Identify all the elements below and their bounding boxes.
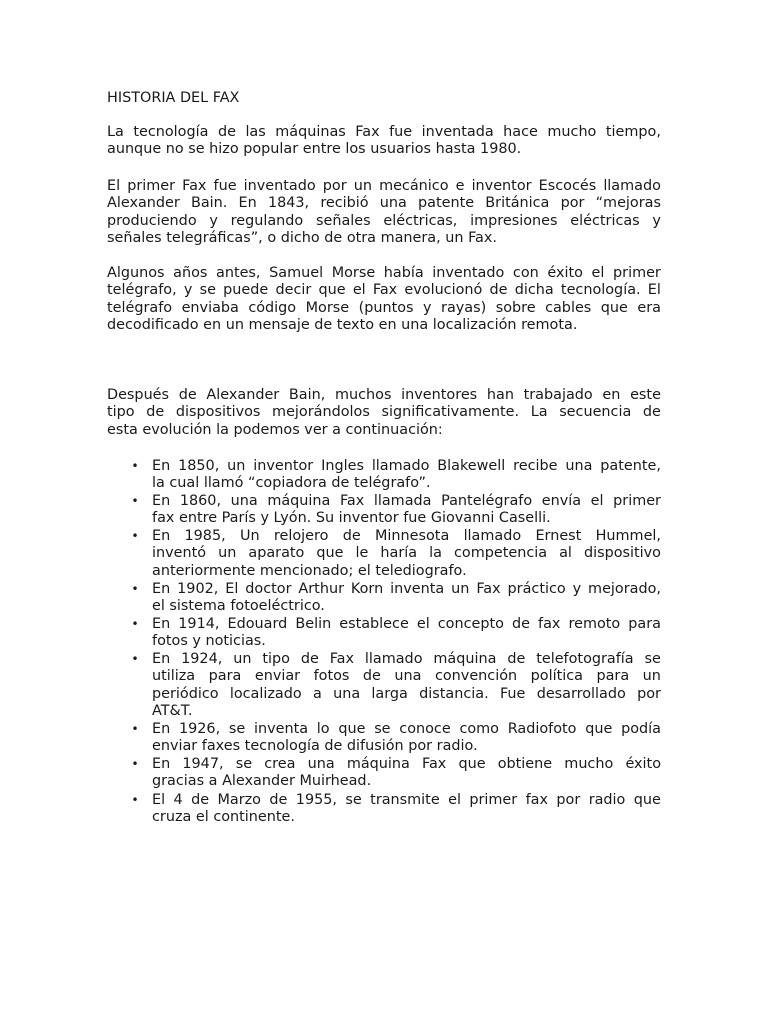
document-title: HISTORIA DEL FAX [107,90,240,106]
paragraph-1 [107,124,661,159]
paragraph-line: telégrafo, y se puede decir que el Fax evolucionó de dicha tecnología. El [107,282,661,299]
list-item-line: En 1902, El doctor Arthur Korn inventa un Fax práctico y mejorado, [152,581,661,597]
bullet-icon: • [131,757,139,771]
paragraph-line: tipo de dispositivos mejorándolos significativamente. La secuencia de [107,404,661,421]
paragraph-line: produciendo y regulando señales eléctricas, impresiones eléctricas y [107,212,661,229]
list-item [131,756,661,791]
paragraph-3 [107,265,661,335]
list-item [131,616,661,651]
paragraph-line: esta evolución la podemos ver a continuación: [107,421,443,438]
list-item-line: El 4 de Marzo de 1955, se transmite el primer fax por radio que [152,792,661,808]
paragraph-line: Algunos años antes, Samuel Morse había inventado con éxito el primer [107,265,661,281]
bullet-icon: • [131,722,139,736]
paragraph-4 [107,387,661,439]
list-item-line: AT&T. [152,703,193,720]
list-item-line: fax entre París y Lyón. Su inventor fue Giovanni Caselli. [152,510,551,527]
list-item [131,721,661,756]
bullet-icon: • [131,582,139,596]
list-item [131,651,661,721]
list-item-line: En 1985, Un relojero de Minnesota llamado Ernest Hummel, [152,528,661,544]
paragraph-2 [107,178,661,248]
list-item-line: gracias a Alexander Muirhead. [152,773,372,790]
list-item-line: En 1914, Edouard Belin establece el concepto de fax remoto para [152,616,661,632]
paragraph-line: Después de Alexander Bain, muchos inventores han trabajado en este [107,387,661,403]
list-item-line: anteriormente mencionado; el telediografo. [152,562,467,579]
list-item-line: la cual llamó “copiadora de telégrafo”. [152,475,431,492]
paragraph-line: La tecnología de las máquinas Fax fue inventada hace mucho tiempo, [107,124,661,140]
list-item-line: En 1850, un inventor Ingles llamado Blakewell recibe una patente, [152,458,661,474]
list-item [131,528,661,580]
list-item-line: cruza el continente. [152,809,295,826]
list-item-line: periódico localizado a una larga distancia. Fue desarrollado por [152,685,661,702]
bullet-icon: • [131,529,139,543]
paragraph-line: señales telegráficas”, o dicho de otra manera, un Fax. [107,230,497,247]
list-item-line: En 1926, se inventa lo que se conoce como Radiofoto que podía [152,721,661,737]
bullet-icon: • [131,793,139,807]
list-item [131,581,661,616]
list-item-line: enviar faxes tecnología de difusión por radio. [152,738,478,755]
paragraph-line: telégrafo enviaba código Morse (puntos y rayas) sobre cables que era [107,299,661,316]
paragraph-line: Alexander Bain. En 1843, recibió una patente Británica por “mejoras [107,195,661,212]
list-item-line: fotos y noticias. [152,633,266,650]
list-item [131,458,661,493]
bullet-icon: • [131,617,139,631]
list-item-line: En 1860, una máquina Fax llamada Pantelégrafo envía el primer [152,493,661,509]
list-item-line: En 1924, un tipo de Fax llamado máquina de telefotografía se [152,651,661,667]
list-item-line: el sistema fotoeléctrico. [152,598,325,615]
paragraph-line: aunque no se hizo popular entre los usuarios hasta 1980. [107,141,522,158]
paragraph-line: decodificado en un mensaje de texto en una localización remota. [107,317,578,334]
list-item-line: En 1947, se crea una máquina Fax que obtiene mucho éxito [152,756,661,772]
bullet-icon: • [131,652,139,666]
paragraph-line: El primer Fax fue inventado por un mecánico e inventor Escocés llamado [107,178,661,194]
list-item-line: utiliza para enviar fotos de una convención política para un [152,668,661,685]
bullet-icon: • [131,459,139,473]
list-item [131,792,661,827]
bullet-icon: • [131,494,139,508]
list-item [131,493,661,528]
list-item-line: inventó un aparato que le haría la competencia al dispositivo [152,545,661,562]
